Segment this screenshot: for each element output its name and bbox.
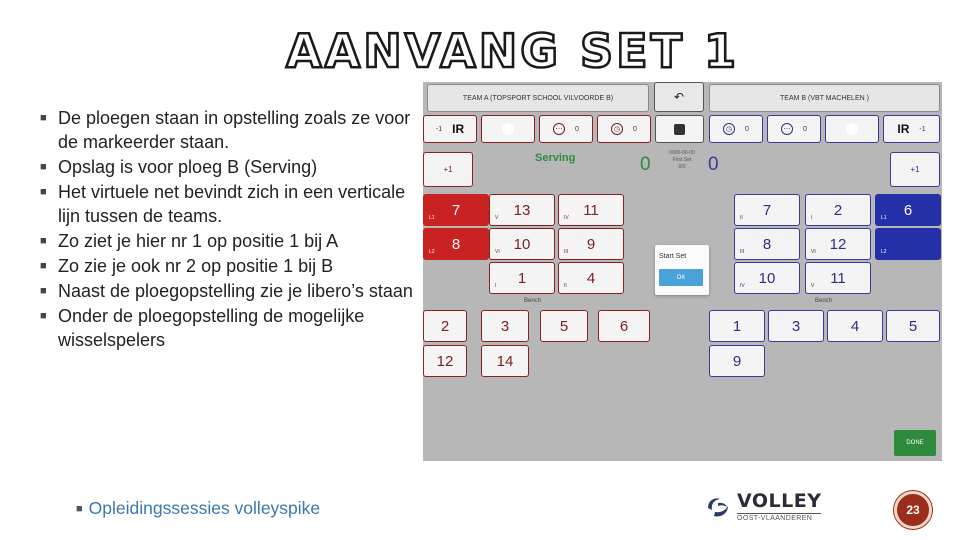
ok-button[interactable]: OK bbox=[659, 269, 703, 286]
bullet-text: Het virtuele net bevindt zich in een verticale lijn tussen de teams. bbox=[58, 182, 406, 226]
position-label: VI bbox=[495, 249, 500, 255]
player-number: 2 bbox=[833, 201, 843, 219]
player-number: 8 bbox=[451, 235, 461, 253]
team-a-player-cell[interactable] bbox=[558, 228, 624, 260]
team-a-alarm-button[interactable] bbox=[597, 115, 651, 143]
position-label: III bbox=[564, 249, 569, 255]
player-number: 12 bbox=[829, 235, 847, 253]
team-a-header[interactable]: TEAM A (TOPSPORT SCHOOL VILVOORDE B) bbox=[427, 84, 649, 112]
position-label: II bbox=[740, 215, 743, 221]
bullet-marker: ■ bbox=[40, 186, 47, 198]
volley-logo bbox=[705, 492, 821, 522]
position-label: L1 bbox=[881, 215, 887, 221]
team-a-bench-player[interactable]: 12 bbox=[423, 345, 467, 377]
team-b-player-cell[interactable] bbox=[805, 194, 871, 226]
position-label: L1 bbox=[429, 215, 435, 221]
bullet-marker: ■ bbox=[40, 112, 47, 124]
team-a-player-cell[interactable] bbox=[558, 194, 624, 226]
set-info-date: 0000-00-00 bbox=[669, 150, 695, 156]
team-b-bench-player[interactable]: 9 bbox=[709, 345, 765, 377]
team-a-bench-player[interactable]: 3 bbox=[481, 310, 529, 342]
position-label: L2 bbox=[881, 249, 887, 255]
player-number: 10 bbox=[513, 235, 531, 253]
player-number: 6 bbox=[903, 201, 913, 219]
position-label: IV bbox=[564, 215, 569, 221]
team-b-player-cell[interactable] bbox=[875, 194, 941, 226]
team-b-bench-player[interactable]: 1 bbox=[709, 310, 765, 342]
page-number-badge: 23 bbox=[894, 491, 932, 529]
position-label: IV bbox=[740, 283, 745, 289]
team-b-star-button[interactable] bbox=[825, 115, 879, 143]
team-a-player-cell[interactable] bbox=[489, 228, 555, 260]
serving-label: Serving bbox=[535, 152, 576, 164]
team-b-bench-player[interactable]: 5 bbox=[886, 310, 940, 342]
player-number: 7 bbox=[451, 201, 461, 219]
undo-icon: ↶ bbox=[673, 90, 685, 104]
star-icon: ★ bbox=[846, 123, 858, 135]
timeout-icon: ⋯ bbox=[553, 123, 565, 135]
minus-one-label: -1 bbox=[919, 125, 926, 133]
team-b-alarm-button[interactable] bbox=[709, 115, 763, 143]
team-b-timeout-button[interactable] bbox=[767, 115, 821, 143]
team-a-player-cell[interactable] bbox=[489, 262, 555, 294]
ir-label: IR bbox=[452, 122, 465, 136]
start-set-dialog bbox=[655, 245, 709, 295]
position-label: L2 bbox=[429, 249, 435, 255]
player-number: 4 bbox=[586, 269, 596, 287]
dialog-title: Start Set bbox=[659, 253, 687, 260]
position-label: I bbox=[811, 215, 813, 221]
team-a-plus-one-button[interactable]: +1 bbox=[423, 152, 473, 187]
bullet-text: Zo ziet je hier nr 1 op positie 1 bij A bbox=[58, 231, 339, 251]
team-b-bench-player[interactable]: 4 bbox=[827, 310, 883, 342]
bullet-item bbox=[40, 155, 418, 179]
team-b-bench-label: Bench bbox=[815, 298, 833, 304]
team-b-ir-button[interactable] bbox=[883, 115, 940, 143]
player-number: 11 bbox=[830, 269, 846, 287]
logo-region: OOST-VLAANDEREN bbox=[737, 513, 821, 522]
bullet-text: De ploegen staan in opstelling zoals ze voor de markeerder staan. bbox=[58, 108, 411, 152]
bullet-text: Opslag is voor ploeg B (Serving) bbox=[58, 157, 318, 177]
done-button[interactable]: DONE bbox=[894, 430, 936, 456]
alarm-count: 0 bbox=[745, 125, 749, 133]
team-a-ir-button[interactable] bbox=[423, 115, 477, 143]
bullet-list bbox=[40, 106, 418, 353]
player-number: 13 bbox=[513, 201, 531, 219]
footer-note bbox=[76, 498, 320, 519]
timeout-icon: ⋯ bbox=[781, 123, 793, 135]
footer-note-text: Opleidingssessies volleyspike bbox=[88, 498, 321, 518]
position-label: I bbox=[495, 283, 497, 289]
player-number: 11 bbox=[583, 201, 599, 219]
bullet-marker: ■ bbox=[76, 503, 83, 515]
undo-button[interactable] bbox=[654, 82, 704, 112]
bullet-item bbox=[40, 254, 418, 278]
team-b-plus-one-button[interactable]: +1 bbox=[890, 152, 940, 187]
team-b-score: 0 bbox=[708, 154, 719, 175]
bullet-marker: ■ bbox=[40, 310, 47, 322]
ir-label: IR bbox=[897, 122, 910, 136]
volleyball-logo-icon bbox=[705, 494, 731, 520]
logo-name: VOLLEY bbox=[737, 490, 822, 512]
set-info-set: First Set bbox=[672, 157, 692, 163]
bullet-item bbox=[40, 180, 418, 228]
team-b-player-cell[interactable] bbox=[734, 194, 800, 226]
set-info-score: 0/0 bbox=[678, 164, 686, 170]
team-a-timeout-button[interactable] bbox=[539, 115, 593, 143]
team-a-bench-player[interactable]: 14 bbox=[481, 345, 529, 377]
bullet-item bbox=[40, 106, 418, 154]
alarm-icon: ◷ bbox=[723, 123, 735, 135]
slide-title: AANVANG SET 1 bbox=[286, 24, 739, 78]
team-a-player-cell[interactable] bbox=[423, 228, 489, 260]
timeout-count: 0 bbox=[803, 125, 807, 133]
team-a-score: 0 bbox=[640, 154, 651, 175]
bullet-item bbox=[40, 279, 418, 303]
star-icon: ★ bbox=[502, 123, 514, 135]
player-number: 10 bbox=[758, 269, 776, 287]
team-a-bench-player[interactable]: 5 bbox=[540, 310, 588, 342]
calendar-icon bbox=[674, 124, 685, 135]
player-number: 1 bbox=[517, 269, 527, 287]
team-b-player-cell[interactable] bbox=[734, 262, 800, 294]
player-number: 9 bbox=[586, 235, 596, 253]
alarm-count: 0 bbox=[633, 125, 637, 133]
timeout-count: 0 bbox=[575, 125, 579, 133]
bullet-marker: ■ bbox=[40, 260, 47, 272]
team-b-header[interactable]: TEAM B (VBT MACHELEN ) bbox=[709, 84, 940, 112]
team-b-player-cell[interactable] bbox=[805, 228, 871, 260]
bullet-text: Naast de ploegopstelling zie je libero’s staan bbox=[58, 281, 413, 301]
position-label: III bbox=[740, 249, 745, 255]
player-number: 8 bbox=[762, 235, 772, 253]
bullet-marker: ■ bbox=[40, 235, 47, 247]
team-a-player-cell[interactable] bbox=[423, 194, 489, 226]
bullet-item bbox=[40, 229, 418, 253]
bullet-item bbox=[40, 304, 418, 352]
bullet-text: Onder de ploegopstelling de mogelijke wisselspelers bbox=[58, 306, 365, 350]
team-b-bench-player[interactable]: 3 bbox=[768, 310, 824, 342]
position-label: V bbox=[495, 215, 499, 221]
team-b-player-cell[interactable] bbox=[734, 228, 800, 260]
bullet-text: Zo zie je ook nr 2 op positie 1 bij B bbox=[58, 256, 334, 276]
player-number: 7 bbox=[762, 201, 772, 219]
calendar-button[interactable] bbox=[655, 115, 704, 143]
set-info bbox=[662, 150, 702, 171]
position-label: II bbox=[564, 283, 567, 289]
team-a-player-cell[interactable] bbox=[489, 194, 555, 226]
position-label: V bbox=[811, 283, 815, 289]
team-a-star-button[interactable] bbox=[481, 115, 535, 143]
team-b-player-cell[interactable] bbox=[805, 262, 871, 294]
position-label: VI bbox=[811, 249, 816, 255]
alarm-icon: ◷ bbox=[611, 123, 623, 135]
scorer-app-screenshot bbox=[423, 82, 942, 461]
team-a-bench-label: Bench bbox=[524, 298, 542, 304]
bullet-marker: ■ bbox=[40, 161, 47, 173]
team-a-bench-player[interactable]: 2 bbox=[423, 310, 467, 342]
team-a-bench-player[interactable]: 6 bbox=[598, 310, 650, 342]
bullet-marker: ■ bbox=[40, 285, 47, 297]
minus-one-label: -1 bbox=[435, 125, 443, 133]
team-a-player-cell[interactable] bbox=[558, 262, 624, 294]
team-b-player-cell[interactable] bbox=[875, 228, 941, 260]
